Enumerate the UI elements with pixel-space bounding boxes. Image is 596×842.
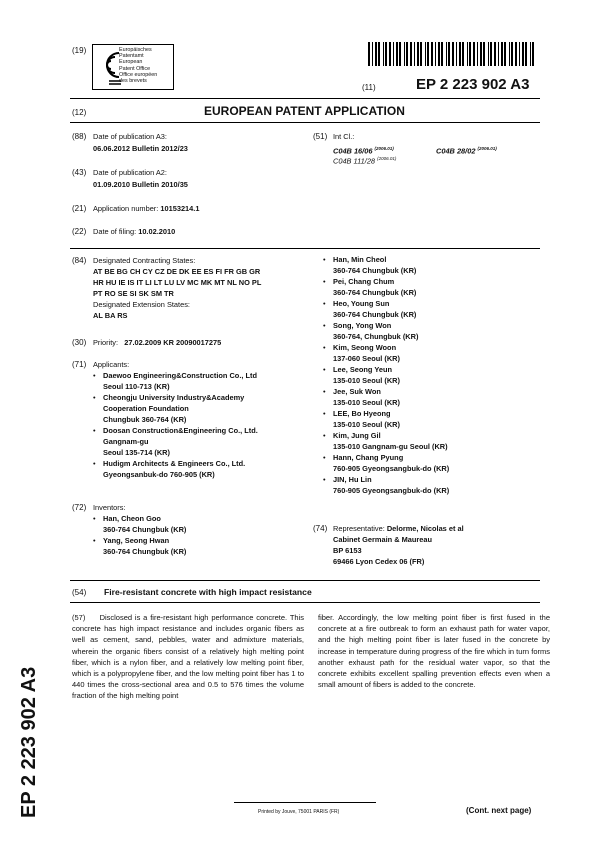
list-line: Doosan Construction&Engineering Co., Ltd. bbox=[103, 426, 258, 435]
barcode-bar bbox=[473, 42, 475, 66]
office-line: Patentamt bbox=[119, 53, 144, 60]
list-line: Gangnam-gu bbox=[103, 437, 149, 446]
list-line: Kim, Jung Gil bbox=[333, 431, 381, 440]
barcode-bar bbox=[396, 42, 398, 66]
list-line: 360-764 Chungbuk (KR) bbox=[103, 525, 187, 534]
list-line: 760-905 Gyeongsangbuk-do (KR) bbox=[333, 464, 450, 473]
publication-number: EP 2 223 902 A3 bbox=[416, 76, 530, 93]
list-item bbox=[323, 386, 538, 408]
code-72: (72) bbox=[72, 503, 87, 512]
list-item bbox=[323, 474, 538, 496]
barcode-bar bbox=[414, 42, 415, 66]
list-line: Kim, Seong Woon bbox=[333, 343, 397, 352]
list-line: Gyeongsanbuk-do 760-905 (KR) bbox=[103, 470, 215, 479]
divider bbox=[70, 98, 540, 99]
bullet: • bbox=[93, 514, 96, 523]
applicants-list bbox=[93, 370, 308, 480]
filing-date: Date of filing: 10.02.2010 bbox=[93, 227, 176, 236]
barcode-bar bbox=[469, 42, 471, 66]
list-line: Han, Min Cheol bbox=[333, 255, 387, 264]
barcode-bar bbox=[519, 42, 520, 66]
inventors-continued bbox=[323, 254, 538, 496]
barcode-bar bbox=[498, 42, 499, 66]
list-line: Lee, Seong Yeun bbox=[333, 365, 393, 374]
list-item bbox=[93, 392, 308, 425]
application-number: Application number: 10153214.1 bbox=[93, 204, 200, 213]
code-88: (88) bbox=[72, 132, 87, 141]
bullet: • bbox=[323, 431, 326, 440]
bullet: • bbox=[323, 475, 326, 484]
barcode-bar bbox=[525, 42, 527, 66]
barcode-bar bbox=[378, 42, 380, 66]
bullet: • bbox=[93, 393, 96, 402]
barcode-bar bbox=[490, 42, 492, 66]
barcode-bar bbox=[393, 42, 394, 66]
list-item bbox=[93, 370, 308, 392]
barcode-bar bbox=[462, 42, 464, 66]
list-line: Han, Cheon Goo bbox=[103, 514, 161, 523]
pub-a3-label: Date of publication A3: bbox=[93, 132, 167, 141]
barcode-bar bbox=[420, 42, 422, 66]
barcode-bar bbox=[480, 42, 482, 66]
list-line: 360-764 Chungbuk (KR) bbox=[333, 266, 417, 275]
list-item bbox=[323, 254, 538, 276]
list-item bbox=[323, 276, 538, 298]
code-19: (19) bbox=[72, 46, 87, 55]
list-line: Hudigm Architects & Engineers Co., Ltd. bbox=[103, 459, 246, 468]
barcode-bar bbox=[483, 42, 485, 66]
inventors-list bbox=[93, 513, 308, 557]
divider bbox=[70, 248, 540, 249]
barcode-bar bbox=[488, 42, 489, 66]
bullet: • bbox=[323, 365, 326, 374]
list-line: 360-764, Chungbuk (KR) bbox=[333, 332, 419, 341]
divider bbox=[70, 580, 540, 581]
list-line: 135-010 Seoul (KR) bbox=[333, 376, 400, 385]
code-74: (74) bbox=[313, 524, 328, 533]
list-line: 135-010 Seoul (KR) bbox=[333, 420, 400, 429]
barcode-bar bbox=[383, 42, 384, 66]
barcode-bar bbox=[532, 42, 534, 66]
code-21: (21) bbox=[72, 204, 87, 213]
pub-a2-label: Date of publication A2: bbox=[93, 168, 167, 177]
bullet: • bbox=[323, 277, 326, 286]
bullet: • bbox=[323, 387, 326, 396]
barcode-bar bbox=[504, 42, 506, 66]
office-names bbox=[119, 47, 157, 84]
barcode-bar bbox=[515, 42, 517, 66]
list-line: Cheongju University Industry&Academy bbox=[103, 393, 245, 402]
code-84: (84) bbox=[72, 256, 87, 265]
barcode-bar bbox=[406, 42, 408, 66]
bullet: • bbox=[93, 426, 96, 435]
list-item bbox=[323, 452, 538, 474]
bullet: • bbox=[323, 343, 326, 352]
intcl-3: C04B 111/28 $^{(2006.01)}$ bbox=[333, 156, 397, 166]
list-item bbox=[323, 320, 538, 342]
barcode-bar bbox=[456, 42, 457, 66]
barcode-bar bbox=[477, 42, 478, 66]
office-line: European bbox=[119, 59, 143, 66]
intcl-label: Int Cl.: bbox=[333, 132, 355, 141]
barcode-bar bbox=[438, 42, 440, 66]
representative-lines: Cabinet Germain & Maureau BP 6153 69466 Lyon Cedex 06 (FR) bbox=[333, 535, 432, 566]
list-line: Chungbuk 360-764 (KR) bbox=[103, 415, 187, 424]
list-item bbox=[323, 408, 538, 430]
barcode-bar bbox=[375, 42, 377, 66]
code-11: (11) bbox=[362, 83, 376, 92]
bullet: • bbox=[323, 453, 326, 462]
bullet: • bbox=[323, 321, 326, 330]
pub-a3-value: 06.06.2012 Bulletin 2012/23 bbox=[93, 144, 188, 153]
list-line: 135-010 Gangnam-gu Seoul (KR) bbox=[333, 442, 448, 451]
epo-logo bbox=[92, 44, 174, 90]
list-line: 135-010 Seoul (KR) bbox=[333, 398, 400, 407]
list-line: Cooperation Foundation bbox=[103, 404, 189, 413]
bullet: • bbox=[323, 299, 326, 308]
barcode-bar bbox=[410, 42, 412, 66]
list-item bbox=[323, 342, 538, 364]
office-line: Office européen bbox=[119, 71, 158, 78]
code-43: (43) bbox=[72, 168, 87, 177]
list-item bbox=[93, 458, 308, 480]
barcode-bar bbox=[385, 42, 387, 66]
bullet: • bbox=[93, 371, 96, 380]
code-30: (30) bbox=[72, 338, 87, 347]
barcode-bar bbox=[522, 42, 524, 66]
barcode-bar bbox=[417, 42, 419, 66]
intcl-2: C04B 28/02 $^{(2006.01)}$ bbox=[436, 146, 497, 156]
barcode-bar bbox=[467, 42, 468, 66]
list-line: JIN, Hu Lin bbox=[333, 475, 372, 484]
side-publication-number: EP 2 223 902 A3 bbox=[18, 666, 40, 818]
printer-note: Printed by Jouve, 75001 PARIS (FR) bbox=[258, 809, 340, 815]
list-line: Yang, Seong Hwan bbox=[103, 536, 170, 545]
list-line: Daewoo Engineering&Construction Co., Ltd bbox=[103, 371, 257, 380]
list-line: Pei, Chang Chum bbox=[333, 277, 395, 286]
divider bbox=[70, 602, 540, 603]
barcode-bar bbox=[368, 42, 370, 66]
barcode-bar bbox=[452, 42, 454, 66]
barcode-bar bbox=[448, 42, 450, 66]
barcode-bar bbox=[399, 42, 401, 66]
representative: Representative: Delorme, Nicolas et al bbox=[333, 524, 464, 533]
barcode-bar bbox=[431, 42, 433, 66]
barcode bbox=[368, 42, 538, 66]
code-71: (71) bbox=[72, 360, 87, 369]
list-line: 360-764 Chungbuk (KR) bbox=[103, 547, 187, 556]
list-line: Heo, Young Sun bbox=[333, 299, 390, 308]
barcode-bar bbox=[459, 42, 461, 66]
list-line: Song, Yong Won bbox=[333, 321, 392, 330]
bullet: • bbox=[93, 536, 96, 545]
pub-a2-value: 01.09.2010 Bulletin 2010/35 bbox=[93, 180, 188, 189]
barcode-bar bbox=[441, 42, 443, 66]
code-54: (54) bbox=[72, 588, 87, 597]
barcode-bar bbox=[501, 42, 503, 66]
applicants: Applicants: • Daewoo Engineering&Construction Co., Ltd Seoul 110-713 (KR) • Cheongju University Industry&Academy Cooperation Foundation Chungbuk 360-764 (KR) • Doosan Construction&Engineering Co., Ltd. Gangnam-gu Seoul 135-714 (KR) • Hudigm Architects & Engineers Co., Ltd. Gyeongsanbuk-do 760-905 (KR) bbox=[93, 359, 308, 480]
list-item bbox=[93, 425, 308, 458]
bullet: • bbox=[323, 409, 326, 418]
office-line: Patent Office bbox=[119, 65, 151, 72]
office-line: Europäisches bbox=[119, 47, 152, 53]
priority: Priority: 27.02.2009 KR 20090017275 bbox=[93, 338, 222, 347]
list-item bbox=[93, 535, 308, 557]
designated-states: Designated Contracting States: AT BE BG CH CY CZ DE DK EE ES FI FR GB GR HR HU IE IS IT LI LT LU LV MC MK MT NL NO PL PT RO SE SI SK SM TR Designated Extension States: AL BA RS bbox=[93, 256, 262, 320]
bullet: • bbox=[323, 255, 326, 264]
code-22: (22) bbox=[72, 227, 87, 236]
barcode-bar bbox=[446, 42, 447, 66]
code-12: (12) bbox=[72, 108, 87, 117]
abstract-left: (57) Disclosed is a fire-resistant high performance concrete. This concrete has high impact resistance and includes organic fibers as well as cement, sand, pebbles, water and admixture materials, wherein the organic fibers consist of a relatively high melting point fiber, which is a nylon fiber, and a relatively low melting point fiber, which is a polypropylene fiber, and the low melting point fiber has 1 to 440 times the cross-sectional area and 0.5 to 576 times the volume fraction of the high melting point bbox=[72, 613, 304, 701]
barcode-bar bbox=[509, 42, 510, 66]
code-51: (51) bbox=[313, 132, 328, 141]
barcode-bar bbox=[511, 42, 513, 66]
document-type: EUROPEAN PATENT APPLICATION bbox=[204, 104, 405, 118]
barcode-bar bbox=[372, 42, 373, 66]
list-line: 137-060 Seoul (KR) bbox=[333, 354, 400, 363]
list-line: Seoul 110-713 (KR) bbox=[103, 382, 170, 391]
list-item bbox=[323, 364, 538, 386]
inventors: Inventors: • Han, Cheon Goo 360-764 Chungbuk (KR) • Yang, Seong Hwan 360-764 Chungbuk (KR) bbox=[93, 502, 308, 557]
bullet: • bbox=[93, 459, 96, 468]
barcode-bar bbox=[425, 42, 426, 66]
list-line: 760-905 Gyeongsangbuk-do (KR) bbox=[333, 486, 450, 495]
intcl-1: C04B 16/06 $^{(2006.01)}$ bbox=[333, 146, 394, 156]
invention-title: Fire-resistant concrete with high impact resistance bbox=[104, 587, 312, 597]
list-line: LEE, Bo Hyeong bbox=[333, 409, 391, 418]
list-line: Jee, Suk Won bbox=[333, 387, 381, 396]
barcode-bar bbox=[494, 42, 496, 66]
list-line: Hann, Chang Pyung bbox=[333, 453, 404, 462]
list-line: Seoul 135-714 (KR) bbox=[103, 448, 170, 457]
barcode-bar bbox=[427, 42, 429, 66]
list-item bbox=[93, 513, 308, 535]
barcode-bar bbox=[530, 42, 531, 66]
barcode-bar bbox=[435, 42, 436, 66]
footer-divider bbox=[234, 802, 376, 803]
list-item bbox=[323, 298, 538, 320]
list-item bbox=[323, 430, 538, 452]
barcode-bar bbox=[389, 42, 391, 66]
continued-note: (Cont. next page) bbox=[466, 806, 532, 815]
list-line: 360-764 Chungbuk (KR) bbox=[333, 310, 417, 319]
barcode-bar bbox=[404, 42, 405, 66]
office-line: des brevets bbox=[119, 78, 147, 85]
abstract-right: fiber. Accordingly, the low melting point fiber is first fused in the concrete at a fire outbreak to form an exhaust path for water vapor, and the high melting point fiber is later fused in the concrete by increase in temperature during progress of the fire which in turn forms another exhaust path for the residual water vapor, so that the concrete exhibits excellent spalling prevention effects even when a small amount of fibers is added to the concrete. bbox=[318, 613, 550, 690]
list-line: 360-764 Chungbuk (KR) bbox=[333, 288, 417, 297]
divider bbox=[70, 122, 540, 123]
